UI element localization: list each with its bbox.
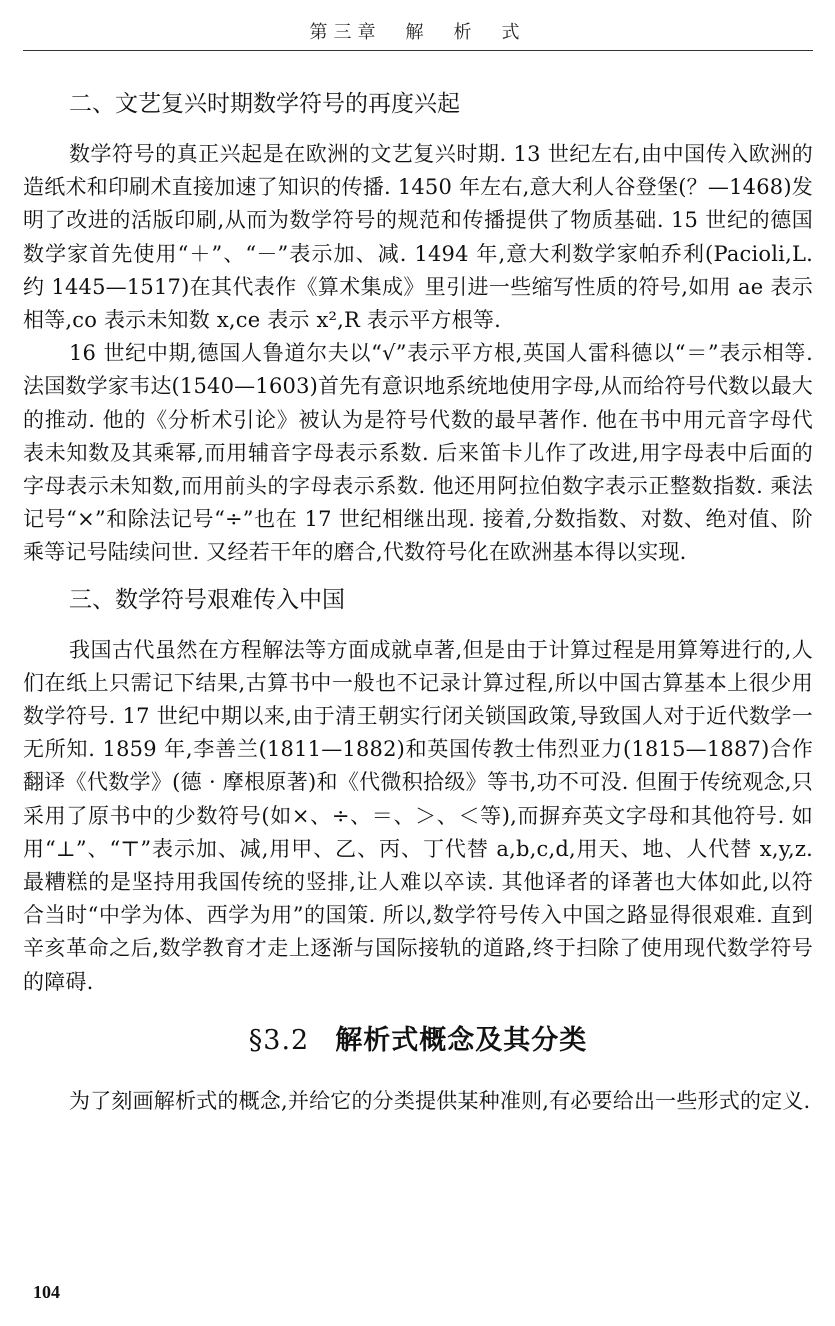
- section-title-text: 解析式概念及其分类: [335, 1024, 588, 1056]
- paragraph: 16 世纪中期,德国人鲁道尔夫以“√”表示平方根,英国人雷科德以“＝”表示相等. 法国数学家韦达(1540—1603)首先有意识地系统地使用字母,从而给符号代数以最大的推动. 他的《分析术引论》被认为是符号代数的最早著作. 他在书中用元音字母代表未知数及其乘幂,而用辅音字母表示系数. 后来笛卡儿作了改进,用字母表中后面的字母表示未知数,而用前头的字母表示系数. 他还用阿拉伯数字表示正整数指数. 乘法记号“×”和除法记号“÷”也在 17 世纪相继出现. 接着,分数指数、对数、绝对值、阶乘等记号陆续问世. 又经若干年的磨合,代数符号化在欧洲基本得以实现.: [23, 341, 813, 565]
- page-number: 104: [33, 1282, 60, 1302]
- section-heading-renaissance: 二、文艺复兴时期数学符号的再度兴起: [69, 91, 460, 117]
- paragraph: 为了刻画解析式的概念,并给它的分类提供某种准则,有必要给出一些形式的定义.: [69, 1088, 811, 1113]
- chapter-section-title: [23, 1021, 813, 1061]
- header-rule: [23, 50, 813, 51]
- section-number: §3.2: [248, 1024, 310, 1056]
- running-header: 第三章 解 析 式: [309, 22, 526, 43]
- paragraph: 我国古代虽然在方程解法等方面成就卓著,但是由于计算过程是用算筹进行的,人们在纸上只需记下结果,古算书中一般也不记录计算过程,所以中国古算基本上很少用数学符号. 17 世纪中期以来,由于清王朝实行闭关锁国政策,导致国人对于近代数学一无所知. 1859 年,李善兰(1811—1882)和英国传教士伟烈亚力(1815—1887)合作翻译《代数学》(德 · 摩根原著)和《代微积拾级》等书,功不可没. 但囿于传统观念,只采用了原书中的少数符号(如×、÷、＝、＞、＜等),而摒弃英文字母和其他符号. 如用“⊥”、“⊤”表示加、减,用甲、乙、丙、丁代替 a,b,c,d,用天、地、人代替 x,y,z. 最糟糕的是坚持用我国传统的竖排,让人难以卒读. 其他译者的译著也大体如此,以符合当时“中学为体、西学为用”的国策. 所以,数学符号传入中国之路显得很艰难. 直到辛亥革命之后,数学教育才走上逐渐与国际接轨的道路,终于扫除了使用现代数学符号的障碍.: [23, 637, 813, 994]
- section-heading-china: 三、数学符号艰难传入中国: [69, 586, 345, 613]
- paragraph: 数学符号的真正兴起是在欧洲的文艺复兴时期. 13 世纪左右,由中国传入欧洲的造纸术和印刷术直接加速了知识的传播. 1450 年左右,意大利人谷登堡(？—1468)发明了改进的活版印刷,从而为数学符号的规范和传播提供了物质基础. 15 世纪的德国数学家首先使用“＋”、“－”表示加、减. 1494 年,意大利数学家帕乔利(Pacioli,L. 约 1445—1517)在其代表作《算术集成》里引进一些缩写性质的符号,如用 ae 表示相等,co 表示未知数 x,ce 表示 x²,R 表示平方根等.: [23, 142, 813, 333]
- page-content: [23, 78, 813, 1118]
